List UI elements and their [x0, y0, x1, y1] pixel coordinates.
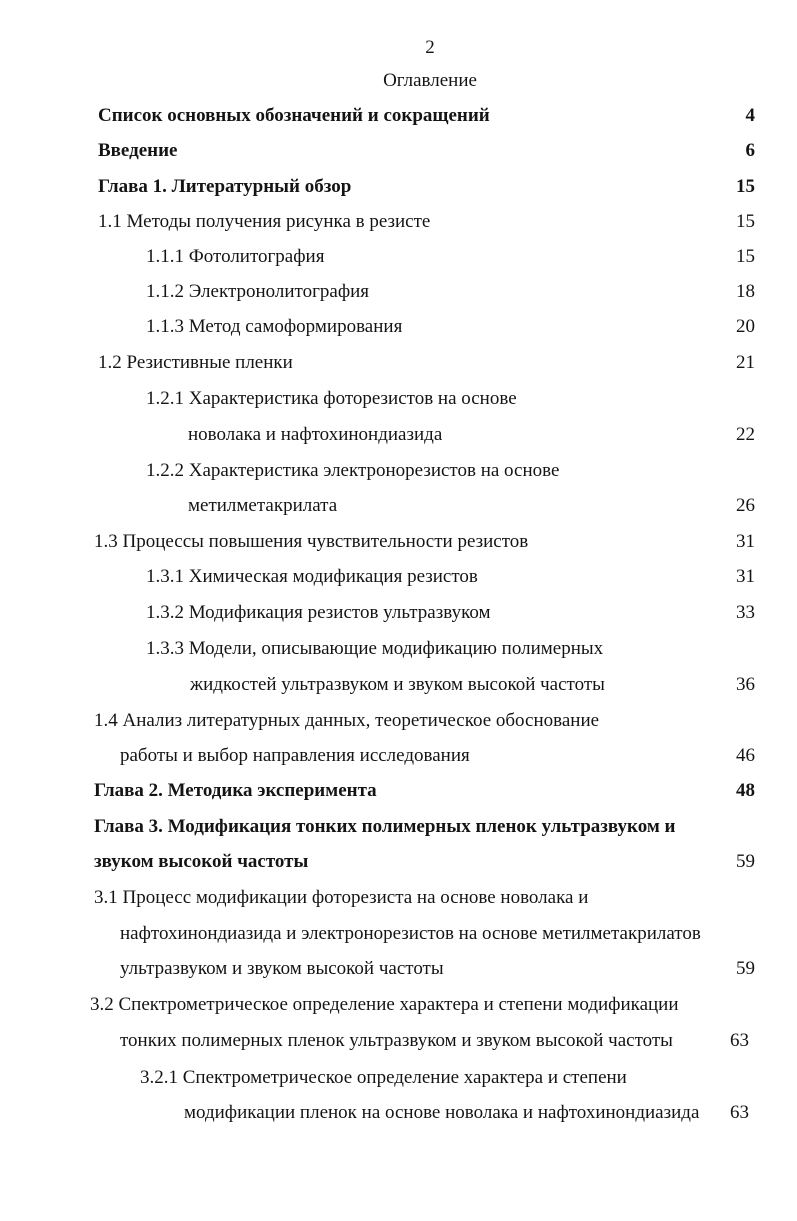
toc-entry-page: 46 — [736, 745, 755, 766]
toc-entry[interactable] — [0, 316, 797, 342]
toc-entry[interactable] — [0, 923, 797, 949]
toc-entry-text: звуком высокой частоты — [94, 851, 309, 872]
toc-entry[interactable] — [0, 495, 797, 521]
toc-entry-page: 31 — [736, 531, 755, 552]
toc-entry-text: новолака и нафтохинондиазида — [188, 424, 443, 445]
toc-entry-page: 21 — [736, 352, 755, 373]
toc-entry-text: 3.1 Процесс модификации фоторезиста на основе новолака и — [94, 887, 589, 908]
toc-entry[interactable] — [0, 531, 797, 557]
toc-entry-text: 1.1.3 Метод самоформирования — [146, 316, 403, 337]
toc-entry[interactable] — [0, 388, 797, 414]
toc-entry-page: 15 — [736, 211, 755, 232]
toc-entry[interactable] — [0, 958, 797, 984]
toc-entry-text: 1.2 Резистивные пленки — [98, 352, 293, 373]
toc-entry-page: 59 — [736, 851, 755, 872]
toc-entry[interactable] — [0, 710, 797, 736]
toc-entry-text: 1.3.2 Модификация резистов ультразвуком — [146, 602, 491, 623]
toc-entry-text: тонких полимерных пленок ультразвуком и звуком высокой частоты — [120, 1030, 673, 1051]
toc-entry-text: работы и выбор направления исследования — [120, 745, 470, 766]
toc-entry-text: 1.1 Методы получения рисунка в резисте — [98, 211, 431, 232]
toc-entry-text: модификации пленок на основе новолака и нафтохинондиазида — [184, 1102, 700, 1123]
toc-entry[interactable] — [0, 674, 797, 700]
toc-entry[interactable] — [0, 745, 797, 771]
toc-entry-page: 26 — [736, 495, 755, 516]
toc-entry[interactable] — [0, 176, 797, 202]
toc-entry-page: 15 — [736, 246, 755, 267]
toc-entry-page: 18 — [736, 281, 755, 302]
toc-entry[interactable] — [0, 1102, 797, 1128]
toc-entry-text: Список основных обозначений и сокращений — [98, 105, 490, 126]
toc-entry[interactable] — [0, 851, 797, 877]
toc-entry-text: 3.2 Спектрометрическое определение характера и степени модификации — [90, 994, 679, 1015]
toc-entry-text: нафтохинондиазида и электронорезистов на основе метилметакрилатов — [120, 923, 701, 944]
toc-entry[interactable] — [0, 566, 797, 592]
toc-entry[interactable] — [0, 352, 797, 378]
toc-entry-page: 63 — [730, 1030, 749, 1051]
toc-entry[interactable] — [0, 887, 797, 913]
toc-entry[interactable] — [0, 211, 797, 237]
toc-entry[interactable] — [0, 424, 797, 450]
toc-entry-page: 22 — [736, 424, 755, 445]
toc-entry-text: 1.4 Анализ литературных данных, теоретическое обоснование — [94, 710, 600, 731]
toc-entry-page: 48 — [736, 780, 755, 801]
toc-entry-page: 31 — [736, 566, 755, 587]
toc-entry-page: 59 — [736, 958, 755, 979]
toc-entry-page: 63 — [730, 1102, 749, 1123]
toc-entry[interactable] — [0, 816, 797, 842]
toc-entry-text: жидкостей ультразвуком и звуком высокой частоты — [190, 674, 605, 695]
toc-entry[interactable] — [0, 602, 797, 628]
toc-entry-page: 33 — [736, 602, 755, 623]
toc-entry-text: 1.1.1 Фотолитография — [146, 246, 325, 267]
page-number: 2 — [425, 37, 435, 58]
toc-entry[interactable] — [0, 140, 797, 166]
toc-entry[interactable] — [0, 281, 797, 307]
toc-entry-text: 1.2.1 Характеристика фоторезистов на основе — [146, 388, 517, 409]
toc-entry-text: Глава 3. Модификация тонких полимерных пленок ультразвуком и — [94, 816, 676, 837]
toc-entry[interactable] — [0, 638, 797, 664]
toc-entry[interactable] — [0, 105, 797, 131]
toc-entry-page: 15 — [736, 176, 755, 197]
toc-entry-page: 36 — [736, 674, 755, 695]
toc-entry-text: ультразвуком и звуком высокой частоты — [120, 958, 444, 979]
toc-entry-text: Глава 1. Литературный обзор — [98, 176, 352, 197]
toc-entry-text: Глава 2. Методика эксперимента — [94, 780, 377, 801]
toc-entry-text: 1.2.2 Характеристика электронорезистов на основе — [146, 460, 560, 481]
toc-entry-text: 1.3 Процессы повышения чувствительности резистов — [94, 531, 529, 552]
toc-entry-text: Введение — [98, 140, 178, 161]
toc-entry[interactable] — [0, 1067, 797, 1093]
toc-entry[interactable] — [0, 460, 797, 486]
toc-entry-text: 1.1.2 Электронолитография — [146, 281, 370, 302]
toc-entry-page: 4 — [745, 105, 755, 126]
toc-entry-page: 6 — [745, 140, 755, 161]
toc-entry[interactable] — [0, 994, 797, 1020]
toc-entry-text: 3.2.1 Спектрометрическое определение характера и степени — [140, 1067, 627, 1088]
toc-entry-text: 1.3.3 Модели, описывающие модификацию полимерных — [146, 638, 604, 659]
toc-entry-page: 20 — [736, 316, 755, 337]
toc-entry[interactable] — [0, 246, 797, 272]
toc-entry[interactable] — [0, 1030, 797, 1056]
toc-title: Оглавление — [383, 70, 477, 91]
toc-entry-text: 1.3.1 Химическая модификация резистов — [146, 566, 478, 587]
toc-entry[interactable] — [0, 780, 797, 806]
toc-entry-text: метилметакрилата — [188, 495, 338, 516]
